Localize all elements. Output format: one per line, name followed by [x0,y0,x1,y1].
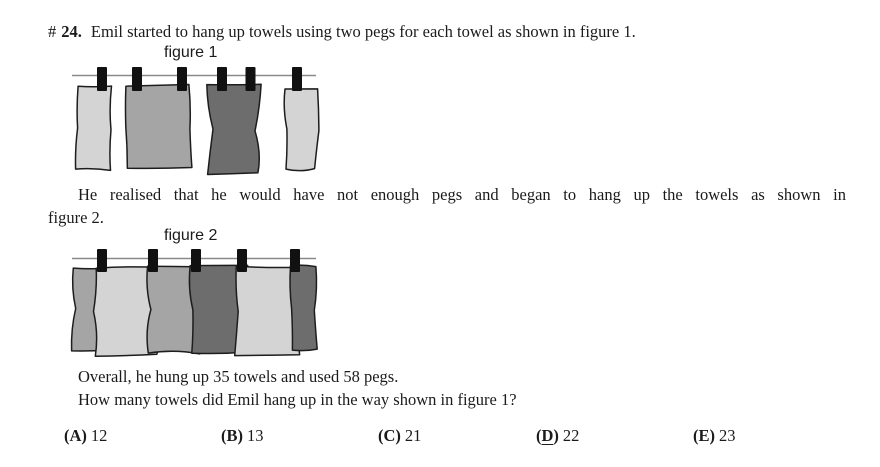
answer-option-b [221,426,264,446]
figure2-label: figure 2 [164,227,218,244]
option-c-letter: (C) [378,426,401,445]
figure1-drawing [70,60,320,185]
clothes-peg [290,249,300,272]
figure2-drawing [70,243,320,365]
option-a-value: 12 [90,426,108,445]
problem-statement-line-1 [48,22,636,42]
option-e-value: 23 [719,426,736,445]
option-b-letter: (B) [221,426,244,445]
problem-statement-3: Overall, he hung up 35 towels and used 58 pegs. [78,367,399,386]
clothes-peg [177,67,187,91]
answer-option-c [378,426,421,446]
option-b-value: 13 [247,426,264,445]
problem-statement-1: Emil started to hang up towels using two pegs for each towel as shown in figure 1. [90,22,636,41]
clothes-peg [191,249,201,272]
answer-option-e [693,426,736,446]
problem-number-sign: # [48,22,57,41]
problem-statement-2-line-2: figure 2. [48,208,104,227]
clothes-peg [217,67,227,91]
towel [284,89,319,171]
option-d-letter: (D) [536,426,559,445]
answer-options [0,426,880,450]
answer-option-d [536,426,579,446]
towel [290,265,317,351]
problem-number: 24. [61,22,82,41]
option-d-value: 22 [562,426,580,445]
problem-question: How many towels did Emil hang up in the way shown in figure 1? [78,390,517,409]
clothes-peg [132,67,142,91]
clothes-peg [246,67,256,91]
clothes-peg [97,249,107,272]
towel [75,86,111,170]
clothes-peg [292,67,302,91]
option-c-value: 21 [404,426,422,445]
towel [125,85,191,169]
clothes-peg [237,249,247,272]
option-a-letter: (A) [64,426,87,445]
option-e-letter: (E) [693,426,716,445]
clothes-peg [97,67,107,91]
answer-option-a [64,426,107,446]
towel [207,84,261,174]
clothes-peg [148,249,158,272]
figure1-label: figure 1 [164,44,218,61]
problem-statement-2-line-1: He realised that he would have not enough pegs and began to hang up the towels as shown in [78,185,846,204]
